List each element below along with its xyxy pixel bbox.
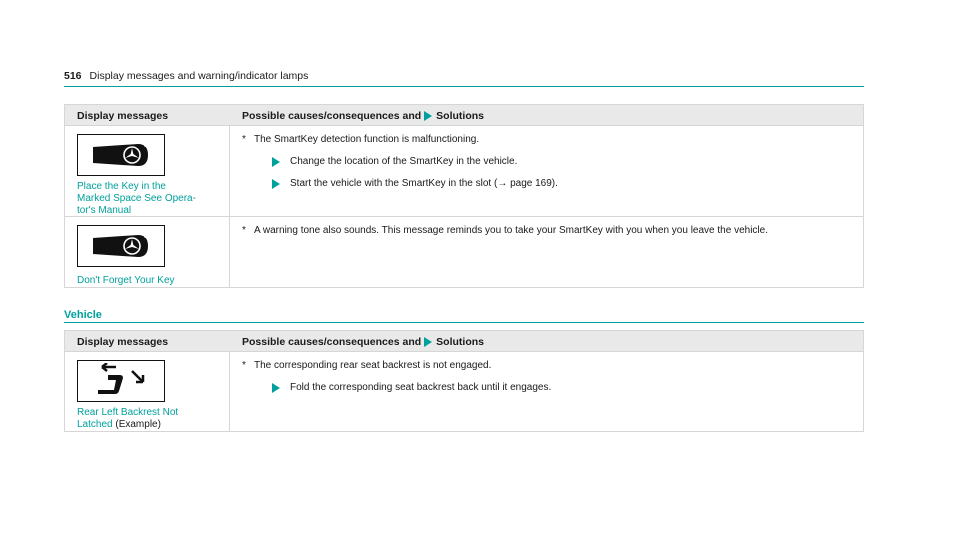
causes-cell [230,126,863,216]
solution-arrow-icon [272,179,280,189]
page-number: 516 [64,70,82,82]
seat-backrest-icon [77,360,165,402]
display-message-text: Place the Key in the Marked Space See Opera- tor's Manual [77,181,196,216]
solution-step: Change the location of the SmartKey in the vehicle. [272,155,863,169]
cause-marker: * [242,225,246,236]
display-message-text: Don't Forget Your Key [77,275,175,286]
table-header [65,331,863,351]
col-header-display-messages: Display messages [77,110,169,122]
table-header [65,105,863,125]
display-message-text: Rear Left Backrest Not Latched (Example) [77,407,179,430]
solution-arrow-icon [424,337,432,347]
section-title: Vehicle [64,309,864,323]
cause-text: The corresponding rear seat backrest is not engaged. [254,360,492,371]
message-example-suffix: (Example) [115,419,161,430]
col-header-causes [230,331,863,351]
cause-marker: * [242,134,246,145]
col-header-causes-label: Possible causes/consequences and [242,110,422,122]
smartkey-icon [77,225,165,267]
cause-line [242,359,863,373]
col-header-causes [230,105,863,125]
table-row [65,125,863,216]
solution-step: Fold the corresponding seat backrest back until it engages. [272,381,863,395]
table-row [65,351,863,431]
cause-text: A warning tone also sounds. This message reminds you to take your SmartKey with you when you leave the vehicle. [254,225,768,236]
col-header-causes-label: Possible causes/consequences and [242,336,422,348]
table-row [65,216,863,287]
solution-arrow-icon [272,383,280,393]
page-header-title: Display messages and warning/indicator lamps [89,70,309,82]
solution-arrow-icon [424,111,432,121]
smartkey-icon [77,134,165,176]
display-messages-table-2 [64,330,864,432]
cause-line [242,224,863,238]
col-header-solutions-label: Solutions [436,110,485,122]
display-messages-table-1 [64,104,864,288]
col-header-display-messages: Display messages [77,336,169,348]
display-message-cell [65,126,230,216]
cause-text: The SmartKey detection function is malfunctioning. [254,134,480,145]
cause-marker: * [242,360,246,371]
causes-cell [230,217,863,287]
display-message-cell [65,217,230,287]
col-header-solutions-label: Solutions [436,336,485,348]
cause-line [242,133,863,147]
solution-arrow-icon [272,157,280,167]
display-message-cell [65,352,230,431]
causes-cell [230,352,863,431]
page-header [64,68,864,87]
solution-step: Start the vehicle with the SmartKey in the slot (→ page 169). [272,177,863,191]
